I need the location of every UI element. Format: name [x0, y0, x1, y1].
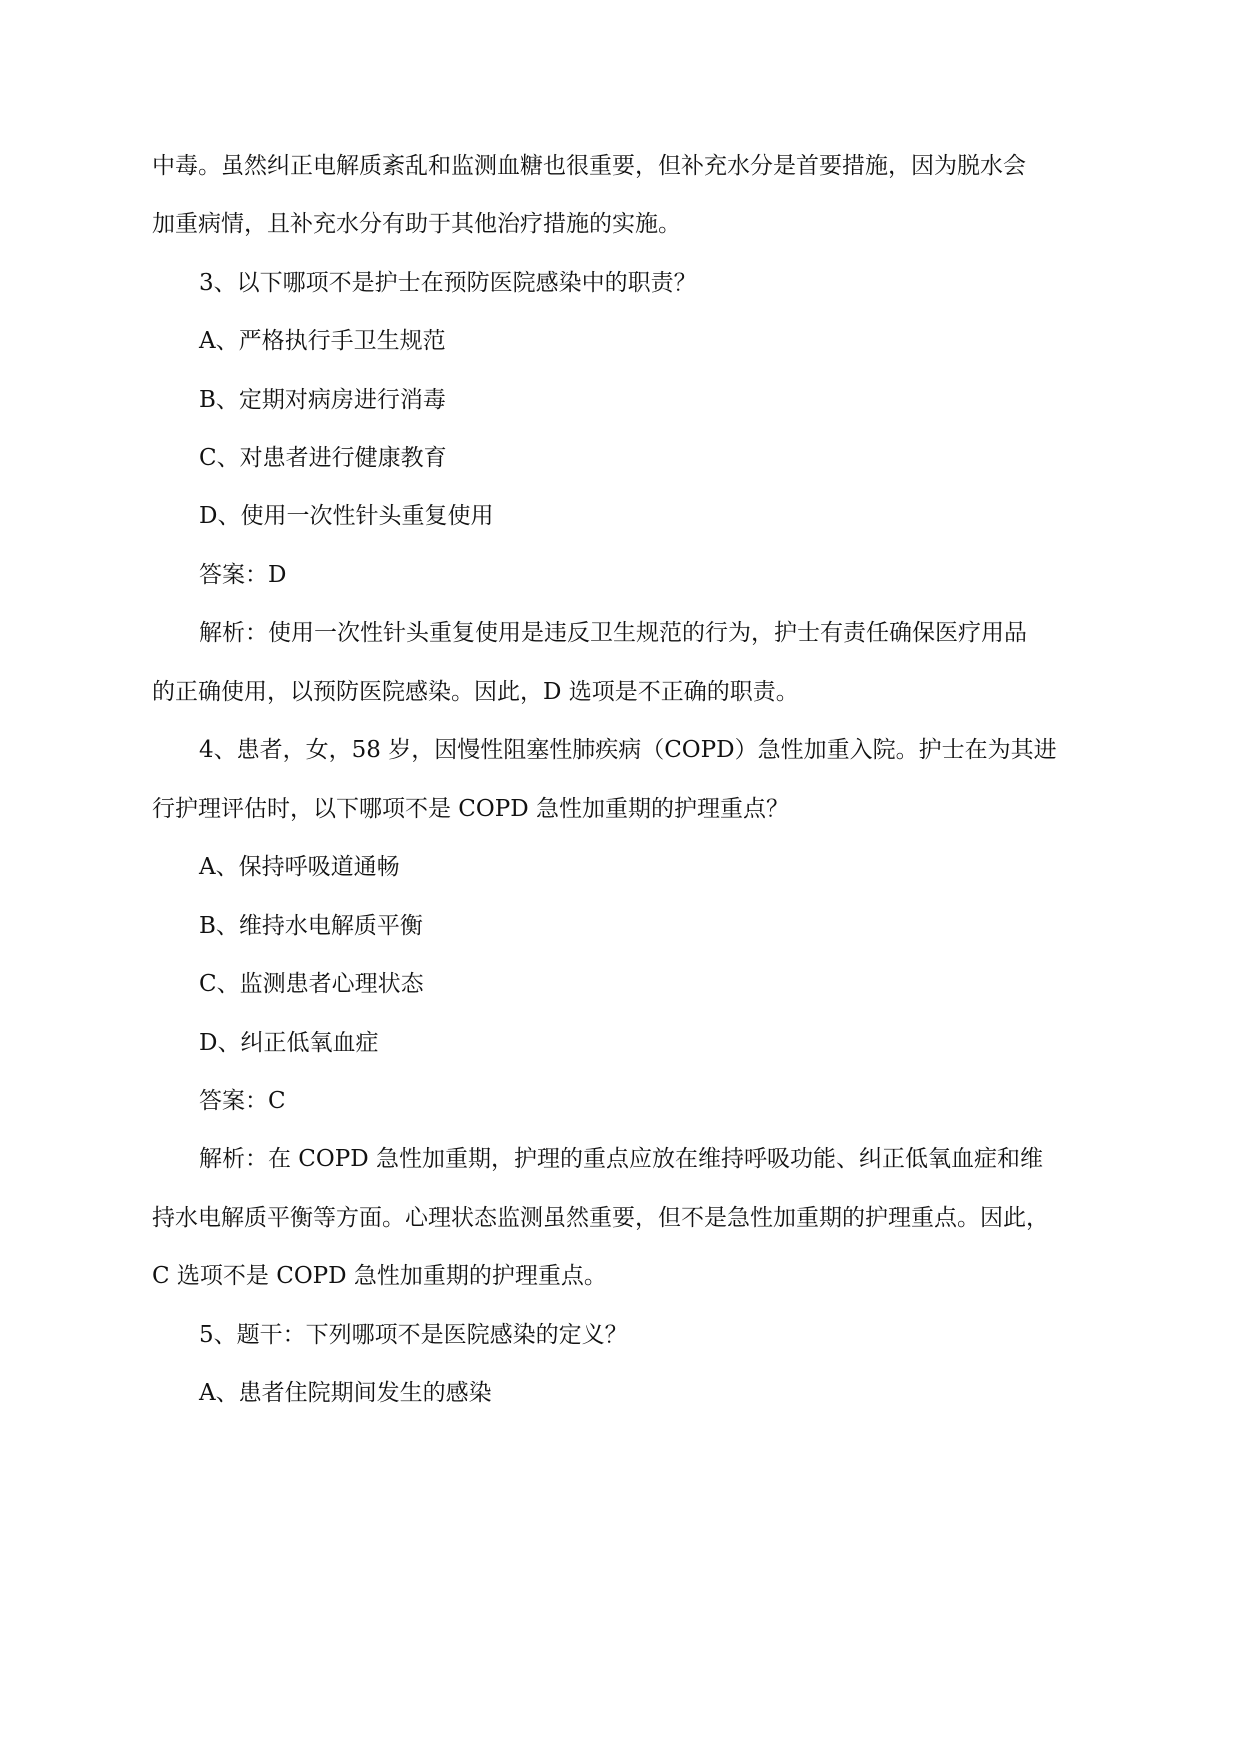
question-5-stem: 5、题干：下列哪项不是医院感染的定义？: [199, 1322, 628, 1348]
question-3-option-c: C、对患者进行健康教育: [199, 445, 447, 471]
question-3-option-d: D、使用一次性针头重复使用: [199, 503, 494, 529]
paragraph-line: 中毒。虽然纠正电解质紊乱和监测血糖也很重要，但补充水分是首要措施，因为脱水会: [152, 153, 1026, 179]
question-3-explanation-cont: 的正确使用，以预防医院感染。因此，D 选项是不正确的职责。: [152, 679, 799, 705]
question-4-explanation: 解析：在 COPD 急性加重期，护理的重点应放在维持呼吸功能、纠正低氧血症和维: [199, 1146, 1043, 1172]
question-3-option-a: A、严格执行手卫生规范: [199, 328, 446, 354]
question-4-option-b: B、维持水电解质平衡: [199, 913, 423, 939]
question-3-answer: 答案：D: [199, 562, 287, 588]
question-4-option-d: D、纠正低氧血症: [199, 1030, 379, 1056]
question-4-explanation-cont: 持水电解质平衡等方面。心理状态监测虽然重要，但不是急性加重期的护理重点。因此，: [152, 1205, 1049, 1231]
question-3-explanation: 解析：使用一次性针头重复使用是违反卫生规范的行为，护士有责任确保医疗用品: [199, 620, 1027, 646]
paragraph-line: 加重病情，且补充水分有助于其他治疗措施的实施。: [152, 211, 681, 237]
question-4-explanation-end: C 选项不是 COPD 急性加重期的护理重点。: [152, 1263, 607, 1289]
question-3-stem: 3、以下哪项不是护士在预防医院感染中的职责？: [199, 270, 697, 296]
question-5-option-a: A、患者住院期间发生的感染: [199, 1380, 492, 1406]
question-4-option-a: A、保持呼吸道通畅: [199, 854, 400, 880]
question-4-stem-cont: 行护理评估时，以下哪项不是 COPD 急性加重期的护理重点？: [152, 796, 789, 822]
question-3-option-b: B、定期对病房进行消毒: [199, 387, 446, 413]
question-4-answer: 答案：C: [199, 1088, 286, 1114]
question-4-stem: 4、患者，女，58 岁，因慢性阻塞性肺疾病（COPD）急性加重入院。护士在为其进: [199, 737, 1057, 763]
question-4-option-c: C、监测患者心理状态: [199, 971, 424, 997]
